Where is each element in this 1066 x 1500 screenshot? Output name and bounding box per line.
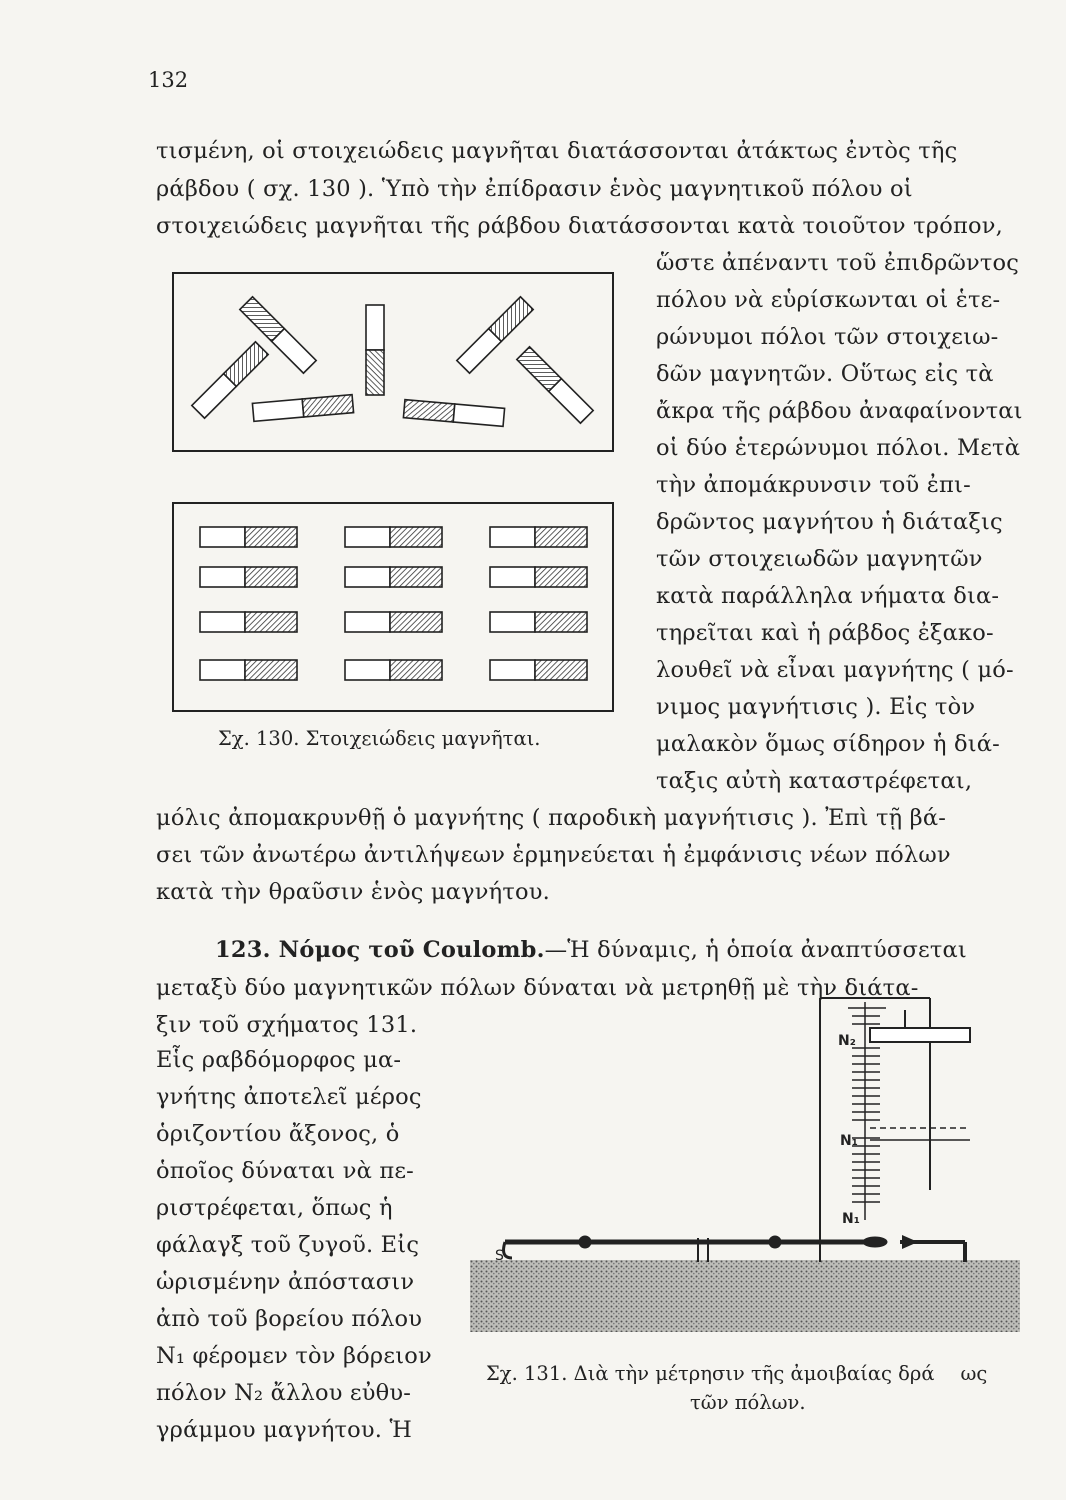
figure-131 xyxy=(470,990,1040,1350)
side-line-15: ταξις αὐτὴ καταστρέφεται, xyxy=(656,768,973,794)
after-line-1: μόλις ἀπομακρυνθῇ ὁ μαγνήτης ( παροδικὴ μαγνήτισις ). Ἐπὶ τῇ βά- xyxy=(156,805,947,831)
side-line-4: δῶν μαγνητῶν. Οὕτως εἰς τὰ xyxy=(656,361,994,387)
figure-131-caption-end: ως xyxy=(960,1362,988,1385)
fig131-base xyxy=(470,1260,1020,1332)
section-heading-line xyxy=(215,937,967,963)
left-line-5: ριστρέφεται, ὅπως ἡ xyxy=(156,1195,393,1221)
side-line-14: μαλακὸν ὅμως σίδηρον ἡ διά- xyxy=(656,731,1000,757)
side-line-9: τῶν στοιχειωδῶν μαγνητῶν xyxy=(656,546,983,572)
fig131-upper-magnet xyxy=(870,1028,970,1042)
left-line-4: ὁποῖος δύναται νὰ πε- xyxy=(156,1158,414,1184)
figure-130 xyxy=(170,265,620,725)
fig131-arrow xyxy=(902,1235,918,1249)
side-line-7: τὴν ἀπομάκρυνσιν τοῦ ἐπι- xyxy=(656,472,971,498)
figure-131-caption-line-1 xyxy=(486,1362,987,1385)
left-line-3: ὁριζοντίου ἄξονος, ὁ xyxy=(156,1121,400,1147)
left-line-6: φάλαγξ τοῦ ζυγοῦ. Εἰς xyxy=(156,1232,420,1258)
figure-130-caption: Σχ. 130. Στοιχειώδεις μαγνῆται. xyxy=(218,727,541,750)
after-line-2: σει τῶν ἀνωτέρω ἀντιλήψεων ἑρμηνεύεται ἡ ἐμφάνισις νέων πόλων xyxy=(156,842,951,868)
section-heading: 123. Νόμος τοῦ Coulomb. xyxy=(215,937,545,963)
side-line-10: κατὰ παράλληλα νήματα δια- xyxy=(656,583,1000,609)
fig131-label-n-mid: N₁ xyxy=(840,1133,858,1149)
fig131-label-s: S xyxy=(495,1248,504,1264)
fig130-ordered-magnets xyxy=(200,527,587,680)
section-line-2: μεταξὺ δύο μαγνητικῶν πόλων δύναται νὰ μετρηθῇ μὲ τὴν διάτα- xyxy=(156,975,919,1001)
after-line-3: κατὰ τὴν θραῦσιν ἑνὸς μαγνήτου. xyxy=(156,879,550,905)
side-line-6: οἱ δύο ἑτερώνυμοι πόλοι. Μετὰ xyxy=(656,435,1021,461)
side-line-3: ρώνυμοι πόλοι τῶν στοιχειω- xyxy=(656,324,999,350)
fig131-label-n2: N₂ xyxy=(838,1033,856,1049)
fig130-random-magnets xyxy=(192,297,593,427)
left-line-2: γνήτης ἀποτελεῖ μέρος xyxy=(156,1084,422,1110)
top-line-3: στοιχειώδεις μαγνῆται τῆς ράβδου διατάσσονται κατὰ τοιοῦτον τρόπον, xyxy=(156,213,1003,239)
side-line-12: λουθεῖ νὰ εἶναι μαγνήτης ( μό- xyxy=(656,657,1014,683)
top-line-1: τισμένη, οἱ στοιχειώδεις μαγνῆται διατάσσονται ἀτάκτως ἐντὸς τῆς xyxy=(156,138,958,164)
left-line-9: N₁ φέρομεν τὸν βόρειον xyxy=(156,1343,432,1369)
side-line-1: ὥστε ἀπέναντι τοῦ ἐπιδρῶντος xyxy=(656,250,1020,276)
left-line-11: γράμμου μαγνήτου. Ἡ xyxy=(156,1417,413,1443)
left-line-7: ὡρισμένην ἀπόστασιν xyxy=(156,1269,415,1295)
fig131-beam xyxy=(504,1236,887,1258)
section-heading-rest: —Ἡ δύναμις, ἡ ὁποία ἀναπτύσσεται xyxy=(544,937,967,963)
side-line-2: πόλου νὰ εὑρίσκωνται οἱ ἑτε- xyxy=(656,287,1001,313)
figure-131-caption-line-2: τῶν πόλων. xyxy=(690,1391,806,1414)
side-line-5: ἄκρα τῆς ράβδου ἀναφαίνονται xyxy=(656,398,1023,424)
fig131-label-n1: N₁ xyxy=(842,1211,860,1227)
left-line-1: Εἷς ραβδόμορφος μα- xyxy=(156,1047,402,1073)
left-line-10: πόλον N₂ ἄλλου εὐθυ- xyxy=(156,1380,412,1406)
top-line-2: ράβδου ( σχ. 130 ). Ὑπὸ τὴν ἐπίδρασιν ἑνὸς μαγνητικοῦ πόλου οἱ xyxy=(156,176,913,202)
page-number: 132 xyxy=(148,68,189,92)
figure-131-caption-text: Σχ. 131. Διὰ τὴν μέτρησιν τῆς ἀμοιβαίας δρά xyxy=(486,1362,935,1385)
side-line-13: νιμος μαγνήτισις ). Εἰς τὸν xyxy=(656,694,976,720)
section-line-3: ξιν τοῦ σχήματος 131. xyxy=(156,1012,418,1038)
side-line-8: δρῶντος μαγνήτου ἡ διάταξις xyxy=(656,509,1003,535)
left-line-8: ἀπὸ τοῦ βορείου πόλου xyxy=(156,1306,423,1332)
side-line-11: τηρεῖται καὶ ἡ ράβδος ἐξακο- xyxy=(656,620,994,646)
